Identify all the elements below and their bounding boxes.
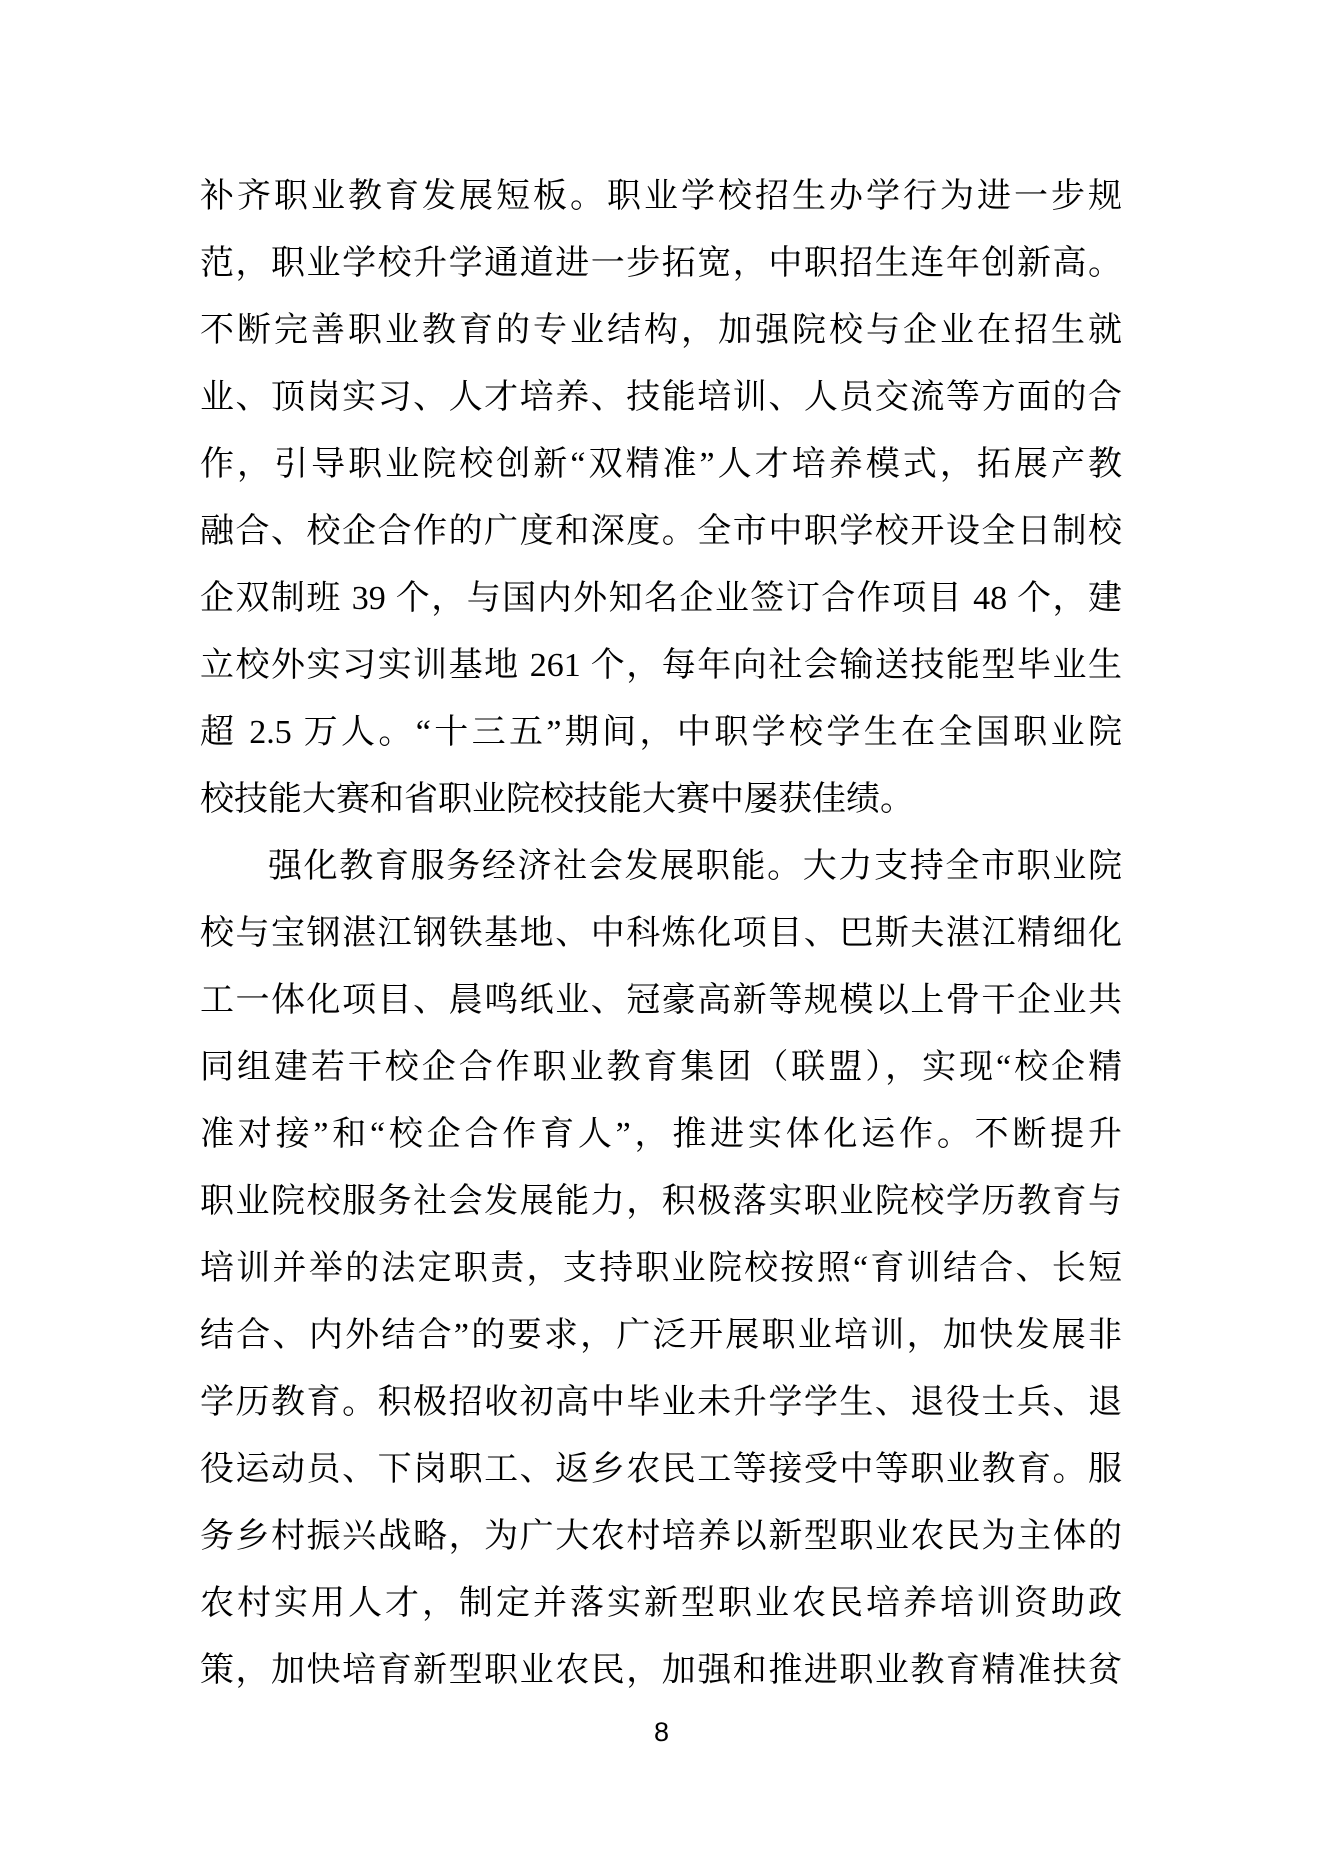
text-line: 不断完善职业教育的专业结构，加强院校与企业在招生就 <box>200 312 1122 349</box>
text-line-paragraph-start: 强化教育服务经济社会发展职能。大力支持全市职业院 <box>268 848 1122 885</box>
text-line: 役运动员、下岗职工、返乡农民工等接受中等职业教育。服 <box>200 1451 1122 1488</box>
text-line: 校技能大赛和省职业院校技能大赛中屡获佳绩。 <box>200 781 914 818</box>
text-line: 策，加快培育新型职业农民，加强和推进职业教育精准扶贫 <box>200 1652 1122 1689</box>
text-line: 融合、校企合作的广度和深度。全市中职学校开设全日制校 <box>200 513 1122 550</box>
text-line: 同组建若干校企合作职业教育集团（联盟），实现“校企精 <box>200 1049 1122 1086</box>
text-line: 农村实用人才，制定并落实新型职业农民培养培训资助政 <box>200 1585 1122 1622</box>
text-line: 准对接”和“校企合作育人”，推进实体化运作。不断提升 <box>200 1116 1122 1153</box>
text-line: 结合、内外结合”的要求，广泛开展职业培训，加快发展非 <box>200 1317 1122 1354</box>
text-line: 务乡村振兴战略，为广大农村培养以新型职业农民为主体的 <box>200 1518 1122 1555</box>
text-line: 作，引导职业院校创新“双精准”人才培养模式，拓展产教 <box>200 446 1122 483</box>
text-line: 企双制班 39 个，与国内外知名企业签订合作项目 48 个，建 <box>200 580 1122 617</box>
text-line: 职业院校服务社会发展能力，积极落实职业院校学历教育与 <box>200 1183 1122 1220</box>
text-line: 立校外实习实训基地 261 个，每年向社会输送技能型毕业生 <box>200 647 1122 684</box>
text-line: 工一体化项目、晨鸣纸业、冠豪高新等规模以上骨干企业共 <box>200 982 1122 1019</box>
text-line: 业、顶岗实习、人才培养、技能培训、人员交流等方面的合 <box>200 379 1122 416</box>
text-line: 学历教育。积极招收初高中毕业未升学学生、退役士兵、退 <box>200 1384 1122 1421</box>
text-line: 校与宝钢湛江钢铁基地、中科炼化项目、巴斯夫湛江精细化 <box>200 915 1122 952</box>
text-block <box>200 163 1122 1704</box>
text-line: 补齐职业教育发展短板。职业学校招生办学行为进一步规 <box>200 178 1122 215</box>
text-line: 范，职业学校升学通道进一步拓宽，中职招生连年创新高。 <box>200 245 1122 282</box>
text-line: 培训并举的法定职责，支持职业院校按照“育训结合、长短 <box>200 1250 1122 1287</box>
page-number: 8 <box>653 1717 670 1747</box>
text-line: 超 2.5 万人。“十三五”期间，中职学校学生在全国职业院 <box>200 714 1122 751</box>
